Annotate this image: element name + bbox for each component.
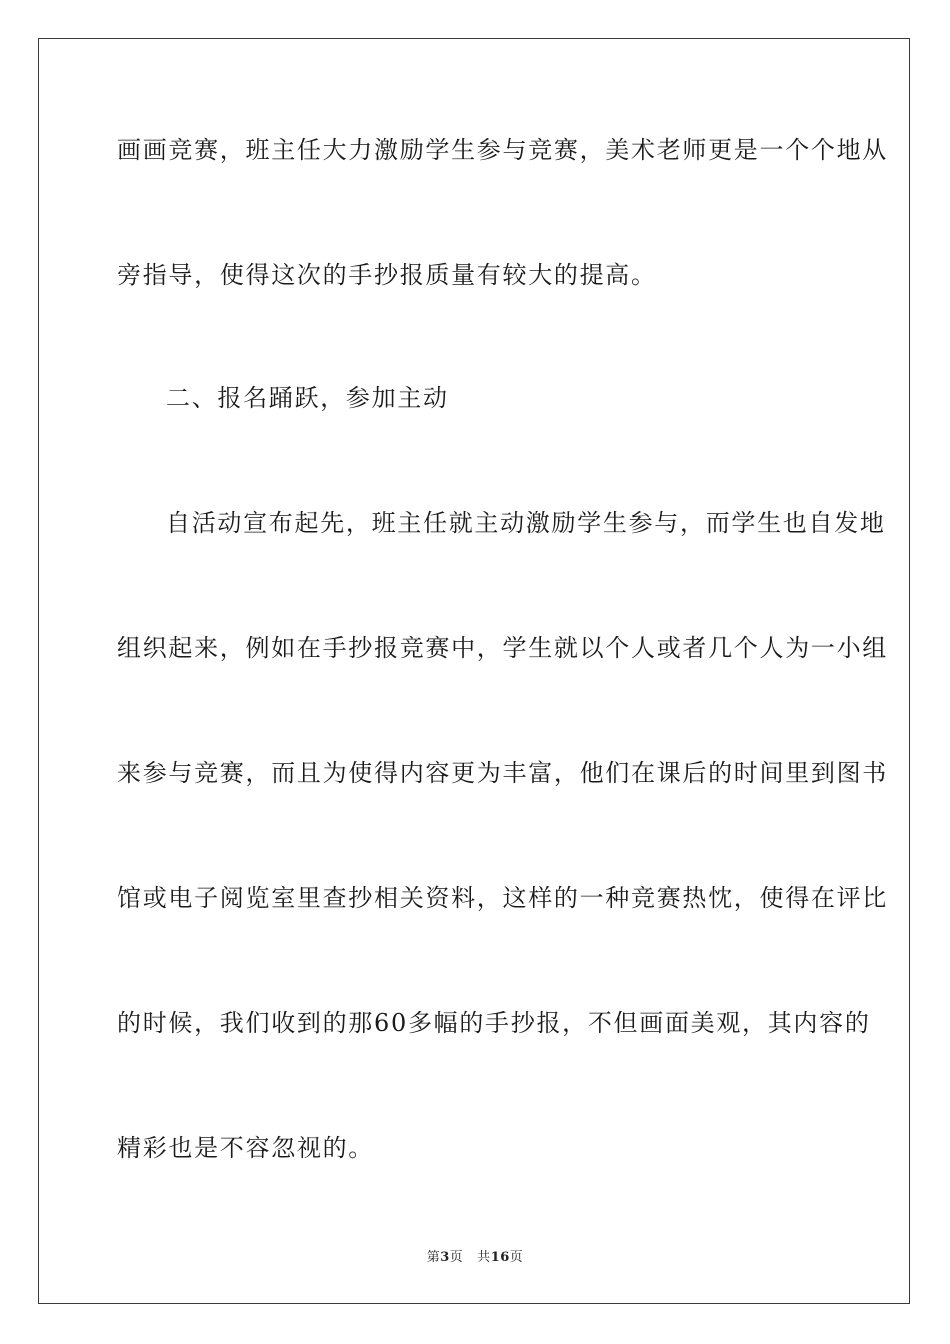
total-pages: 16 <box>490 1250 510 1265</box>
page-border <box>38 38 910 1304</box>
paragraph-line: 的时候，我们收到的那60多幅的手抄报，不但画面美观，其内容的 <box>117 1009 871 1037</box>
page-footer <box>0 1249 950 1267</box>
paragraph-line: 组织起来，例如在手抄报竞赛中，学生就以个人或者几个人为一小组 <box>117 634 888 662</box>
total-prefix: 共 <box>477 1250 491 1265</box>
total-suffix: 页 <box>509 1250 524 1265</box>
paragraph-line: 精彩也是不容忽视的。 <box>117 1134 374 1162</box>
page-suffix: 页 <box>449 1250 464 1265</box>
page-number: 3 <box>440 1250 450 1265</box>
paragraph-line: 画画竞赛，班主任大力激励学生参与竞赛，美术老师更是一个个地从 <box>117 136 888 164</box>
paragraph-line: 馆或电子阅览室里查抄相关资料，这样的一种竞赛热忱，使得在评比 <box>117 884 888 912</box>
paragraph-line: 旁指导，使得这次的手抄报质量有较大的提高。 <box>117 261 657 289</box>
section-heading: 二、报名踊跃，参加主动 <box>166 384 449 412</box>
paragraph-line: 来参与竞赛，而且为使得内容更为丰富，他们在课后的时间里到图书 <box>117 759 888 787</box>
page-prefix: 第 <box>426 1250 441 1265</box>
paragraph-line: 自活动宣布起先，班主任就主动激励学生参与，而学生也自发地 <box>166 509 886 537</box>
